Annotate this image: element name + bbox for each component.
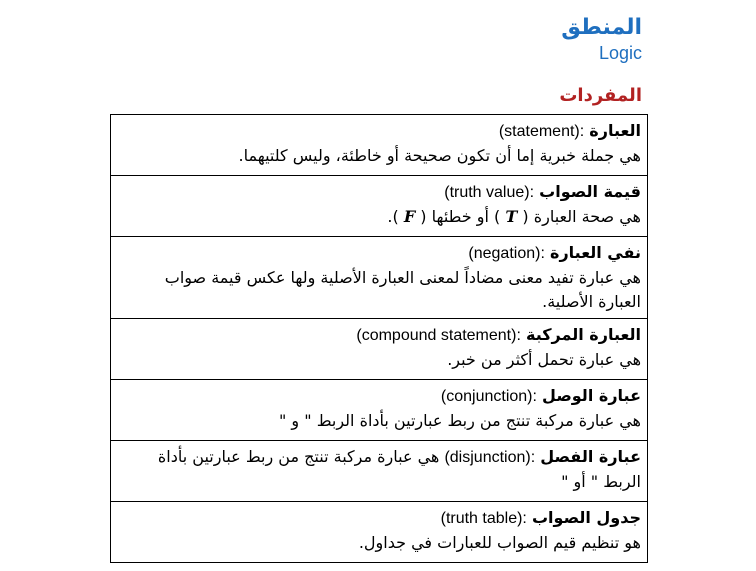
term-arabic: عبارة الوصل: [542, 386, 641, 405]
vocabulary-cell-truth-table: [111, 502, 648, 563]
table-row: [111, 380, 648, 441]
term-english: (statement):: [498, 123, 585, 140]
section-title: المفردات: [559, 85, 642, 106]
term-arabic: عبارة الفصل: [540, 447, 641, 466]
vocabulary-table: [110, 114, 648, 563]
term-line: [119, 180, 641, 205]
term-line: [119, 506, 641, 531]
term-arabic: قيمة الصواب: [539, 182, 641, 201]
table-row: [111, 441, 648, 502]
term-definition: هي جملة خبرية إما أن تكون صحيحة أو خاطئة، وليس كلتيهما.: [238, 146, 641, 165]
term-english: (compound statement):: [356, 327, 521, 344]
table-row: [111, 237, 648, 319]
vocabulary-cell-compound-statement: [111, 319, 648, 380]
term-definition: هي عبارة تحمل أكثر من خبر.: [447, 350, 641, 369]
term-english: (disjunction):: [444, 449, 536, 466]
term-line: [119, 241, 641, 266]
term-definition: هي عبارة مركبة تنتج من ربط عبارتين بأداة الربط " و ": [278, 411, 641, 430]
definition-text-before: هي صحة العبارة (: [522, 207, 641, 226]
vocabulary-cell-statement: [111, 115, 648, 176]
true-symbol: T: [505, 207, 518, 226]
definition-text-middle: ) أو خطئها (: [420, 207, 501, 226]
term-definition: هي عبارة مركبة تنتج من ربط عبارتين بأداة الربط " أو ": [157, 447, 641, 491]
term-english: (conjunction):: [440, 388, 537, 405]
term-line: [119, 384, 641, 409]
table-row: [111, 319, 648, 380]
term-arabic: جدول الصواب: [531, 508, 641, 527]
table-row: [111, 502, 648, 563]
term-english: (negation):: [468, 245, 545, 262]
term-arabic: العبارة المركبة: [526, 325, 641, 344]
vocabulary-cell-truth-value: [111, 176, 648, 237]
term-definition: هي عبارة تفيد معنى مضاداً لمعنى العبارة الأصلية ولها عكس قيمة صواب العبارة الأصلية.: [164, 268, 641, 311]
page-title-english: Logic: [598, 43, 642, 63]
document-header: [561, 14, 642, 64]
term-definition: هو تنظيم قيم الصواب للعبارات في جداول.: [358, 533, 641, 552]
page-title-arabic: المنطق: [561, 15, 642, 40]
definition-text-after: ).: [387, 207, 399, 226]
term-line: [119, 323, 641, 348]
term-definition: [119, 205, 641, 229]
vocabulary-cell-disjunction: [111, 441, 648, 502]
term-line: [119, 119, 641, 144]
table-row: [111, 115, 648, 176]
vocabulary-cell-conjunction: [111, 380, 648, 441]
term-english: (truth table):: [440, 510, 527, 527]
term-arabic: نفي العبارة: [550, 243, 641, 262]
term-arabic: العبارة: [589, 121, 641, 140]
term-english: (truth value):: [444, 184, 535, 201]
table-row: [111, 176, 648, 237]
false-symbol: F: [403, 207, 416, 226]
vocabulary-cell-negation: [111, 237, 648, 319]
